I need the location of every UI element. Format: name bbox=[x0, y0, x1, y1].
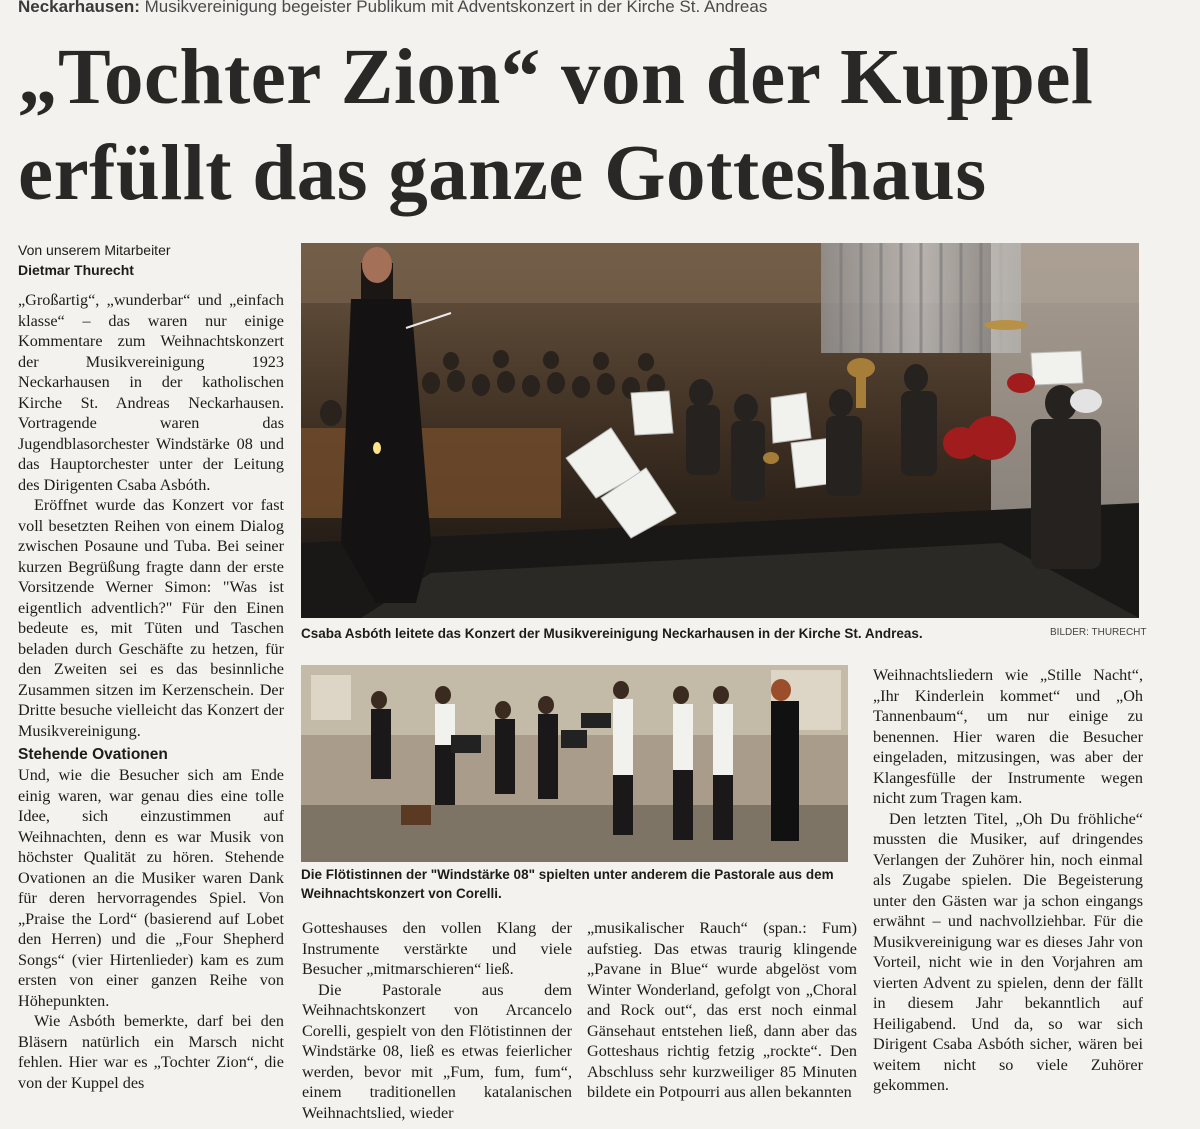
headline-line-2: erfüllt das ganze Gotteshaus bbox=[18, 130, 987, 217]
paragraph: Gotteshauses den vollen Klang der Instrumente verstärkte und viele Besucher „mitmarschieren“ ließ. bbox=[302, 919, 572, 978]
paragraph: Die Pastorale aus dem Weihnachtskonzert von Arcancelo Corelli, gespielt von den Flötistinnen der Windstärke 08, ließ es etwas feierlicher werden, bevor mit „Fum, fum, fum“, einem traditionellen katalanischen Weihnachtslied, wieder bbox=[302, 980, 572, 1122]
headline bbox=[18, 30, 1188, 222]
byline-intro: Von unserem Mitarbeiter bbox=[18, 242, 171, 258]
article-column-1 bbox=[18, 290, 284, 1125]
flute-photo-caption: Die Flötistinnen der "Windstärke 08" spielten unter anderem die Pastorale aus dem Weihnachtskonzert von Corelli. bbox=[301, 867, 834, 901]
photo-credit: BILDER: THURECHT bbox=[1050, 627, 1147, 638]
byline-author: Dietmar Thurecht bbox=[18, 262, 134, 278]
headline-line-1: „Tochter Zion“ von der Kuppel bbox=[18, 34, 1094, 121]
article-column-3 bbox=[587, 918, 857, 1128]
subheading: Stehende Ovationen bbox=[18, 746, 168, 763]
paragraph: „Großartig“, „wunderbar“ und „einfach klasse“ – das waren nur einige Kommentare zum Weihnachtskonzert der Musikvereinigung 1923 Neckarhausen in der katholischen Kirche St. Andreas Neckarhausen. Vortragende waren das Jugendblasorchester Windstärke 08 und das Hauptorchester unter der Leitung des Dirigenten Csaba Asbóth. bbox=[18, 291, 284, 494]
paragraph: Eröffnet wurde das Konzert vor fast voll besetzten Reihen von einem Dialog zwischen Posaune und Tuba. Bei seiner kurzen Begrüßung fragte dann der erste Vorsitzende Werner Simon: "Was ist eigentlich adventlich?" Für den Einen bedeute es, mit Tüten und Taschen beladen durch Geschäfte zu hetzen, für den Zweiten sei es das besinnliche Zusammen sitzen im Kerzenschein. Der Dritte besuche vielleicht das Konzert der Musikvereinigung. bbox=[18, 496, 284, 740]
concert-photo bbox=[301, 243, 1139, 618]
paragraph: Wie Asbóth bemerkte, darf bei den Bläsern natürlich ein Marsch nicht fehlen. Hier war es „Tochter Zion“, die von der Kuppel des bbox=[18, 1012, 284, 1092]
flute-players-photo bbox=[301, 665, 848, 862]
paragraph: Und, wie die Besucher sich am Ende einig waren, war genau dies eine tolle Idee, sich einzustimmen auf Weihnachten, denn es war Musik von höchster Qualität zu hören. Stehende Ovationen an die Musiker waren Dank für deren hervorragendes Spiel. Von „Praise the Lord“ (basierend auf Lobet den Herren) und die „Four Shepherd Songs“ (vier Hirtenlieder) kam es zum ersten von einer ganzen Reihe von Höhepunkten. bbox=[18, 766, 284, 1010]
article-column-2 bbox=[302, 918, 572, 1128]
article-column-4 bbox=[873, 665, 1143, 1127]
paragraph: „musikalischer Rauch“ (span.: Fum) aufstieg. Das etwas traurig klingende „Pavane in Blue“ wurde abgelöst vom Winter Wonderland, gefolgt von „Choral and Rock out“, das erst noch einmal Gänsehaut entstehen ließ, dann aber das Gotteshaus richtig fetzig „rockte“. Den Abschluss sehr kurzweiliger 85 Minuten bildete ein Potpourri aus allen bekannten bbox=[587, 919, 857, 1101]
kicker-place: Neckarhausen: bbox=[18, 0, 140, 16]
byline bbox=[18, 240, 288, 280]
paragraph: Weihnachtsliedern wie „Stille Nacht“, „Ihr Kinderlein kommet“ und „Oh Tannenbaum“, um nur einige zu benennen. Hier waren die Besucher eingeladen, mitzusingen, was aber der Klangesfülle der Instrumente wegen nicht zum Tragen kam. bbox=[873, 666, 1143, 807]
kicker-text: Musikvereinigung begeister Publikum mit Adventskonzert in der Kirche St. Andreas bbox=[144, 0, 768, 16]
main-photo-caption: Csaba Asbóth leitete das Konzert der Musikvereinigung Neckarhausen in der Kirche St. Andreas. bbox=[301, 626, 923, 641]
paragraph: Den letzten Titel, „Oh Du fröhliche“ mussten die Musiker, auf dringendes Verlangen der Zuhörer hin, noch einmal als Zugabe spielen. Die Begeisterung unter den Gästen war ja schon eingangs erwähnt – und nachvollziehbar. Für die Musikvereinigung war es dieses Jahr von Vorteil, nicht wie in den Vorjahren am vierten Advent zu spielen, denn der fällt in diesem Jahr bekanntlich auf Heiligabend. Und da, so war sich Dirigent Csaba Asbóth sicher, wären bei weitem nicht so viele Zuhörer gekommen. bbox=[873, 809, 1143, 1094]
kicker-line bbox=[18, 0, 1188, 17]
